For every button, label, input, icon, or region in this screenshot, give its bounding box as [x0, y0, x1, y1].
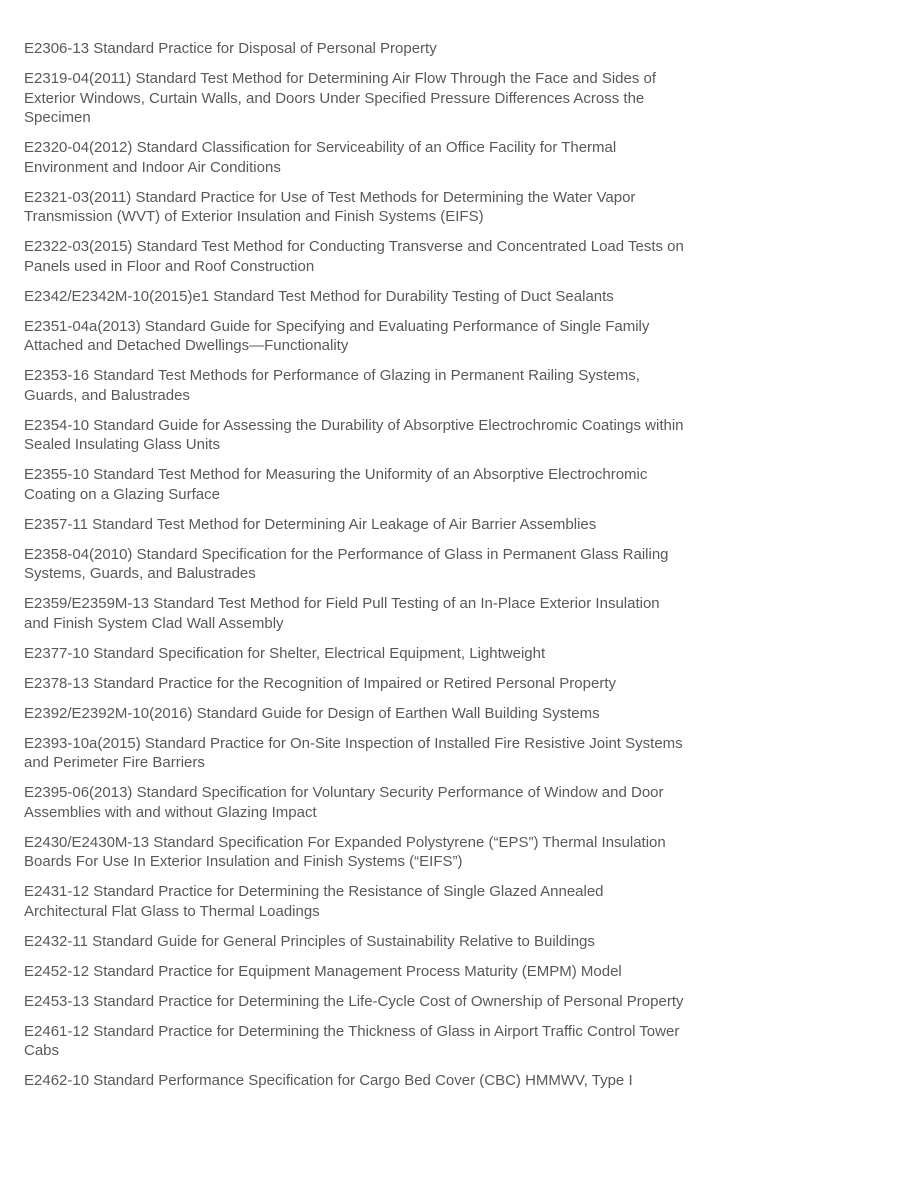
list-item: E2453-13 Standard Practice for Determining the Life-Cycle Cost of Ownership of Personal Property — [24, 992, 684, 1010]
list-item: E2306-13 Standard Practice for Disposal of Personal Property — [24, 40, 437, 57]
standards-list — [24, 39, 684, 1101]
list-item: E2461-12 Standard Practice for Determining the Thickness of Glass in Airport Traffic Control Tower Cabs — [24, 1022, 680, 1059]
list-item: E2355-10 Standard Test Method for Measuring the Uniformity of an Absorptive Electrochromic Coating on a Glazing Surface — [24, 466, 648, 503]
list-item: E2378-13 Standard Practice for the Recognition of Impaired or Retired Personal Property — [24, 674, 616, 692]
list-item: E2462-10 Standard Performance Specification for Cargo Bed Cover (CBC) HMMWV, Type I — [24, 1072, 633, 1089]
list-item: E2392/E2392M-10(2016) Standard Guide for Design of Earthen Wall Building Systems — [24, 704, 600, 722]
list-item: E2319-04(2011) Standard Test Method for Determining Air Flow Through the Face and Sides of Exterior Windows, Curtain Walls, and Doors Under Specified Pressure Differences Across the Specimen — [24, 70, 657, 126]
list-item: E2395-06(2013) Standard Specification for Voluntary Security Performance of Window and Door Assemblies with and without Glazing Impact — [24, 784, 664, 821]
list-item: E2321-03(2011) Standard Practice for Use of Test Methods for Determining the Water Vapor Transmission (WVT) of Exterior Insulation and Finish Systems (EIFS) — [24, 188, 636, 225]
list-item: E2432-11 Standard Guide for General Principles of Sustainability Relative to Buildings — [24, 932, 595, 950]
list-item: E2351-04a(2013) Standard Guide for Specifying and Evaluating Performance of Single Family Attached and Detached Dwellings—Functionality — [24, 317, 650, 354]
list-item: E2358-04(2010) Standard Specification for the Performance of Glass in Permanent Glass Railing Systems, Guards, and Balustrades — [24, 545, 669, 582]
list-item: E2342/E2342M-10(2015)e1 Standard Test Method for Durability Testing of Duct Sealants — [24, 287, 614, 305]
list-item: E2430/E2430M-13 Standard Specification For Expanded Polystyrene (“EPS”) Thermal Insulation Boards For Use In Exterior Insulation and Finish Systems (“EIFS”) — [24, 833, 666, 870]
list-item: E2322-03(2015) Standard Test Method for Conducting Transverse and Concentrated Load Tests on Panels used in Floor and Roof Construction — [24, 238, 684, 275]
list-item: E2353-16 Standard Test Methods for Performance of Glazing in Permanent Railing Systems, Guards, and Balustrades — [24, 367, 640, 404]
list-item: E2354-10 Standard Guide for Assessing the Durability of Absorptive Electrochromic Coatings within Sealed Insulating Glass Units — [24, 416, 684, 453]
list-item: E2452-12 Standard Practice for Equipment Management Process Maturity (EMPM) Model — [24, 962, 622, 980]
list-item: E2393-10a(2015) Standard Practice for On-Site Inspection of Installed Fire Resistive Joint Systems and Perimeter Fire Barriers — [24, 734, 683, 771]
list-item: E2359/E2359M-13 Standard Test Method for Field Pull Testing of an In-Place Exterior Insulation and Finish System Clad Wall Assembly — [24, 595, 660, 632]
list-item: E2357-11 Standard Test Method for Determining Air Leakage of Air Barrier Assemblies — [24, 515, 597, 533]
list-item: E2431-12 Standard Practice for Determining the Resistance of Single Glazed Annealed Architectural Flat Glass to Thermal Loadings — [24, 883, 604, 920]
list-item: E2320-04(2012) Standard Classification for Serviceability of an Office Facility for Thermal Environment and Indoor Air Conditions — [24, 139, 617, 176]
list-item: E2377-10 Standard Specification for Shelter, Electrical Equipment, Lightweight — [24, 644, 546, 662]
